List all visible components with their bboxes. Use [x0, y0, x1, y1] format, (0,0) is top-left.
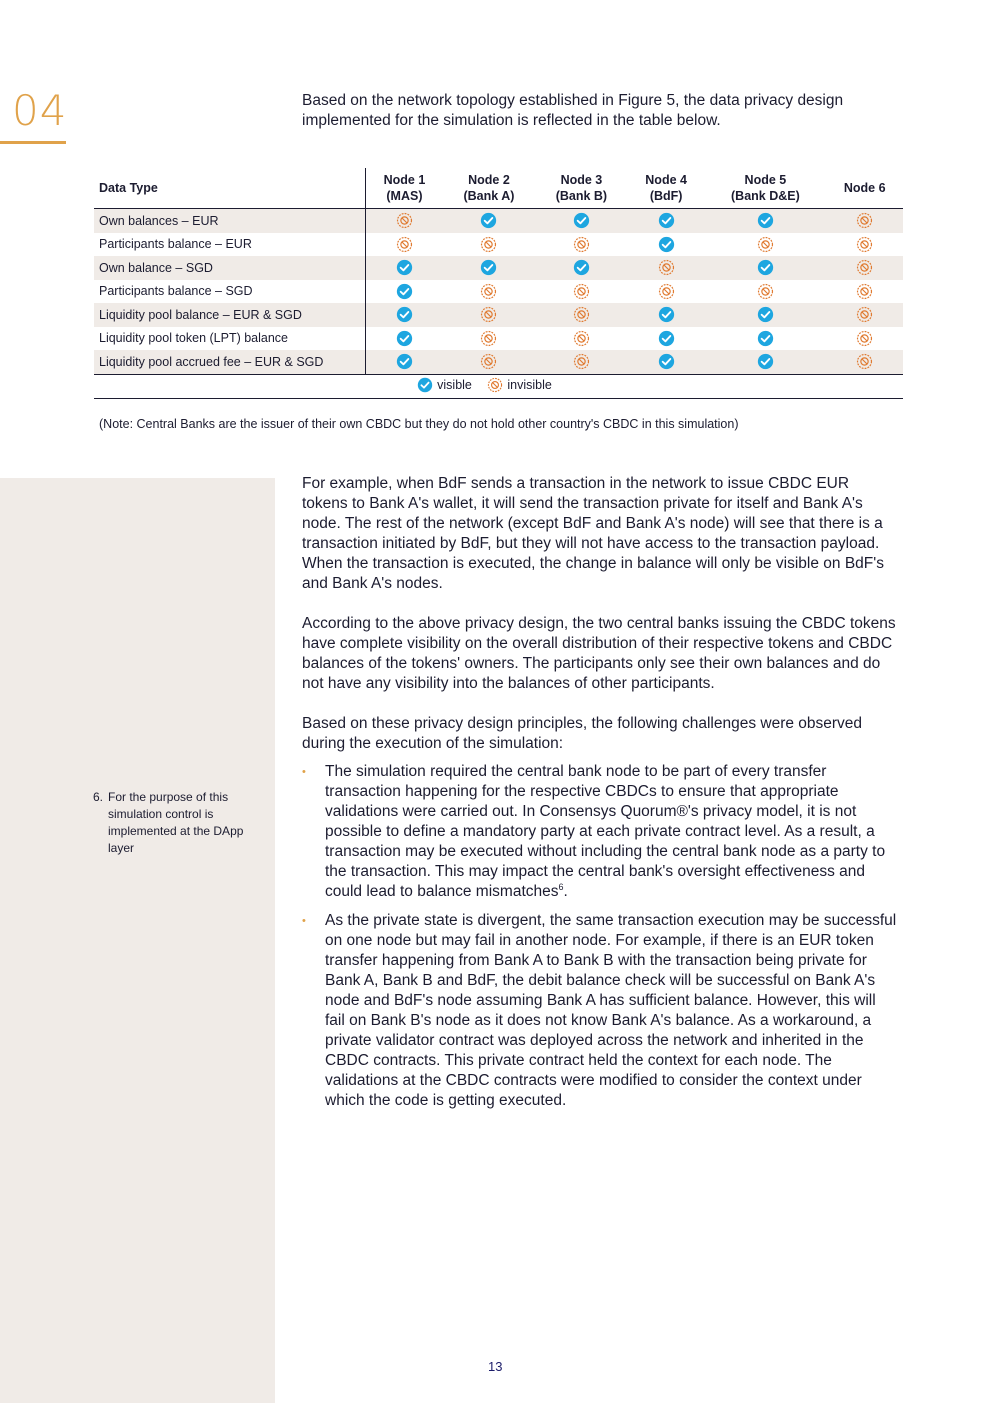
- visible-check-icon: [573, 259, 590, 276]
- visible-check-icon: [573, 212, 590, 229]
- invisible-blocked-icon: [856, 283, 873, 300]
- invisible-blocked-icon: [487, 377, 503, 393]
- cell-node-4: [628, 303, 705, 327]
- privacy-table: [94, 168, 903, 399]
- row-label: Participants balance – EUR: [94, 233, 366, 257]
- table-row: [94, 209, 903, 233]
- node-4-org: (BdF): [649, 189, 683, 203]
- table-row: [94, 256, 903, 280]
- row-label: Participants balance – SGD: [94, 280, 366, 304]
- table-row: [94, 280, 903, 304]
- cell-node-5: [704, 350, 826, 374]
- cell-node-6: [826, 327, 903, 351]
- table-header-row: [94, 168, 903, 209]
- cell-node-5: [704, 303, 826, 327]
- cell-node-3: [535, 327, 628, 351]
- invisible-blocked-icon: [757, 236, 774, 253]
- node-6-name: Node 6: [843, 181, 886, 195]
- table-body: [94, 209, 903, 375]
- paragraph-privacy-design: According to the above privacy design, the two central banks issuing the CBDC tokens have complete visibility on the overall distribution of their respective tokens and CBDC balances of the tokens' owners. The participants only see their own balances and do not have any visibility into the balances of other participants.: [302, 615, 896, 692]
- invisible-blocked-icon: [757, 283, 774, 300]
- table-row: [94, 233, 903, 257]
- chapter-rule: [0, 141, 66, 144]
- invisible-blocked-icon: [856, 306, 873, 323]
- bullet-1-text: The simulation required the central bank node to be part of every transfer transaction happening for the respective CBDCs to ensure that appropriate validations were carried out. In Consensys Quorum®'s privacy model, it is not possible to define a mandatory party at each private contract level. As a result, a transaction may be executed without including the central bank node as a party to the transaction. This may impact the central bank's oversight effectiveness and could lead to balance mismatches: [325, 763, 886, 900]
- visible-check-icon: [658, 306, 675, 323]
- visible-check-icon: [658, 212, 675, 229]
- cell-node-3: [535, 303, 628, 327]
- cell-node-1: [366, 303, 443, 327]
- row-label: Own balances – EUR: [94, 209, 366, 233]
- invisible-blocked-icon: [573, 353, 590, 370]
- invisible-blocked-icon: [856, 353, 873, 370]
- header-node-1: [366, 168, 443, 209]
- cell-node-5: [704, 327, 826, 351]
- cell-node-1: [366, 256, 443, 280]
- invisible-blocked-icon: [480, 353, 497, 370]
- cell-node-2: [443, 350, 535, 374]
- invisible-blocked-icon: [856, 212, 873, 229]
- cell-node-3: [535, 256, 628, 280]
- header-node-5: [704, 168, 826, 209]
- cell-node-4: [628, 256, 705, 280]
- row-label: Liquidity pool token (LPT) balance: [94, 327, 366, 351]
- visible-check-icon: [396, 283, 413, 300]
- cell-node-2: [443, 233, 535, 257]
- cell-node-4: [628, 209, 705, 233]
- invisible-blocked-icon: [573, 306, 590, 323]
- paragraph-challenges-intro: Based on these privacy design principles, the following challenges were observed during the execution of the simulation:: [302, 715, 863, 752]
- cell-node-1: [366, 350, 443, 374]
- bullet-1-end: .: [563, 883, 568, 900]
- visible-check-icon: [396, 353, 413, 370]
- paragraph-example: For example, when BdF sends a transaction in the network to issue CBDC EUR tokens to Bank A's wallet, it will send the transaction private for itself and Bank A's node. The rest of the network (except BdF and Bank A's node) will see that there is a transaction initiated by BdF, but they will not have access to the transaction payload. When the transaction is executed, the change in balance will only be visible on BdF's and Bank A's nodes.: [302, 475, 884, 592]
- invisible-blocked-icon: [480, 330, 497, 347]
- invisible-blocked-icon: [396, 212, 413, 229]
- row-label: Liquidity pool balance – EUR & SGD: [94, 303, 366, 327]
- visible-check-icon: [396, 306, 413, 323]
- node-2-org: (Bank A): [463, 189, 515, 203]
- bullet-icon: •: [302, 915, 306, 927]
- header-node-3: [535, 168, 628, 209]
- cell-node-4: [628, 327, 705, 351]
- list-item: [302, 762, 898, 902]
- visible-check-icon: [480, 259, 497, 276]
- cell-node-5: [704, 280, 826, 304]
- node-2-name: Node 2: [468, 173, 510, 187]
- header-node-2: [443, 168, 535, 209]
- invisible-blocked-icon: [396, 236, 413, 253]
- visible-check-icon: [658, 236, 675, 253]
- cell-node-6: [826, 256, 903, 280]
- visible-check-icon: [658, 353, 675, 370]
- legend: [94, 374, 903, 399]
- intro-paragraph: Based on the network topology established in Figure 5, the data privacy design implemented for the simulation is reflected in the table below.: [302, 92, 844, 129]
- invisible-blocked-icon: [856, 236, 873, 253]
- legend-visible-label: visible: [437, 377, 472, 392]
- cell-node-4: [628, 280, 705, 304]
- cell-node-6: [826, 209, 903, 233]
- chapter-number: 04: [12, 86, 68, 135]
- invisible-blocked-icon: [658, 259, 675, 276]
- node-4-name: Node 4: [645, 173, 687, 187]
- header-node-6: [826, 168, 903, 209]
- visible-check-icon: [396, 259, 413, 276]
- header-node-4: [628, 168, 705, 209]
- cell-node-5: [704, 233, 826, 257]
- visible-check-icon: [757, 353, 774, 370]
- legend-visible: [417, 377, 472, 393]
- visible-check-icon: [757, 306, 774, 323]
- cell-node-5: [704, 209, 826, 233]
- bullet-2-text: As the private state is divergent, the same transaction execution may be successful on one node but may fail in another node. For example, if there is an EUR token transfer happening from Bank A to Bank B with the transaction being private for Bank A, Bank B and BdF, the debit balance check will be successful on Bank A's node and BdF's node assuming Bank A has sufficient balance. However, this will fail on Bank B's node as it does not know Bank A's balance. As a workaround, a private validator contract was deployed across the network and inherited in the CBDC contracts. This private contract held the context for each node. The validations at the CBDC contracts were modified to consider the context under which the code is getting executed.: [325, 912, 897, 1109]
- node-5-org: (Bank D&E): [731, 189, 800, 203]
- cell-node-1: [366, 280, 443, 304]
- table-row: [94, 327, 903, 351]
- invisible-blocked-icon: [856, 330, 873, 347]
- node-1-name: Node 1: [383, 173, 426, 187]
- cell-node-4: [628, 233, 705, 257]
- invisible-blocked-icon: [480, 283, 497, 300]
- invisible-blocked-icon: [480, 236, 497, 253]
- cell-node-3: [535, 209, 628, 233]
- node-3-org: (Bank B): [555, 189, 608, 203]
- cell-node-4: [628, 350, 705, 374]
- invisible-blocked-icon: [856, 259, 873, 276]
- sidebar-background: [0, 478, 275, 1403]
- cell-node-5: [704, 256, 826, 280]
- node-5-name: Node 5: [744, 173, 787, 187]
- table-row: [94, 350, 903, 374]
- cell-node-1: [366, 209, 443, 233]
- cell-node-1: [366, 233, 443, 257]
- legend-invisible: [487, 377, 551, 393]
- table-row: [94, 303, 903, 327]
- page-number: 13: [488, 1359, 503, 1374]
- row-label: Liquidity pool accrued fee – EUR & SGD: [94, 350, 366, 374]
- invisible-blocked-icon: [573, 330, 590, 347]
- cell-node-6: [826, 350, 903, 374]
- table-note: (Note: Central Banks are the issuer of their own CBDC but they do not hold other country's CBDC in this simulation): [99, 417, 739, 431]
- visible-check-icon: [396, 330, 413, 347]
- cell-node-2: [443, 327, 535, 351]
- cell-node-3: [535, 233, 628, 257]
- cell-node-6: [826, 280, 903, 304]
- footnote-ref[interactable]: 6: [558, 881, 564, 892]
- footnote-text: For the purpose of this simulation control is implemented at the DApp layer: [108, 790, 244, 855]
- challenges-list: [302, 762, 898, 1111]
- invisible-blocked-icon: [573, 236, 590, 253]
- visible-check-icon: [757, 330, 774, 347]
- node-3-name: Node 3: [560, 173, 603, 187]
- legend-invisible-label: invisible: [507, 377, 552, 392]
- list-item: [302, 911, 898, 1111]
- bullet-icon: •: [302, 766, 306, 778]
- cell-node-6: [826, 233, 903, 257]
- footnote: [93, 789, 263, 857]
- visible-check-icon: [658, 330, 675, 347]
- cell-node-3: [535, 350, 628, 374]
- cell-node-3: [535, 280, 628, 304]
- invisible-blocked-icon: [480, 306, 497, 323]
- row-label: Own balance – SGD: [94, 256, 366, 280]
- invisible-blocked-icon: [658, 283, 675, 300]
- body-text: [302, 474, 898, 1120]
- cell-node-2: [443, 280, 535, 304]
- visible-check-icon: [757, 259, 774, 276]
- header-data-type: Data Type: [94, 168, 366, 209]
- visible-check-icon: [417, 377, 433, 393]
- cell-node-2: [443, 209, 535, 233]
- visible-check-icon: [757, 212, 774, 229]
- cell-node-2: [443, 256, 535, 280]
- node-1-org: (MAS): [386, 189, 423, 203]
- invisible-blocked-icon: [573, 283, 590, 300]
- cell-node-2: [443, 303, 535, 327]
- cell-node-1: [366, 327, 443, 351]
- cell-node-6: [826, 303, 903, 327]
- footnote-number: 6.: [93, 790, 104, 804]
- visible-check-icon: [480, 212, 497, 229]
- legend-row: [94, 374, 903, 399]
